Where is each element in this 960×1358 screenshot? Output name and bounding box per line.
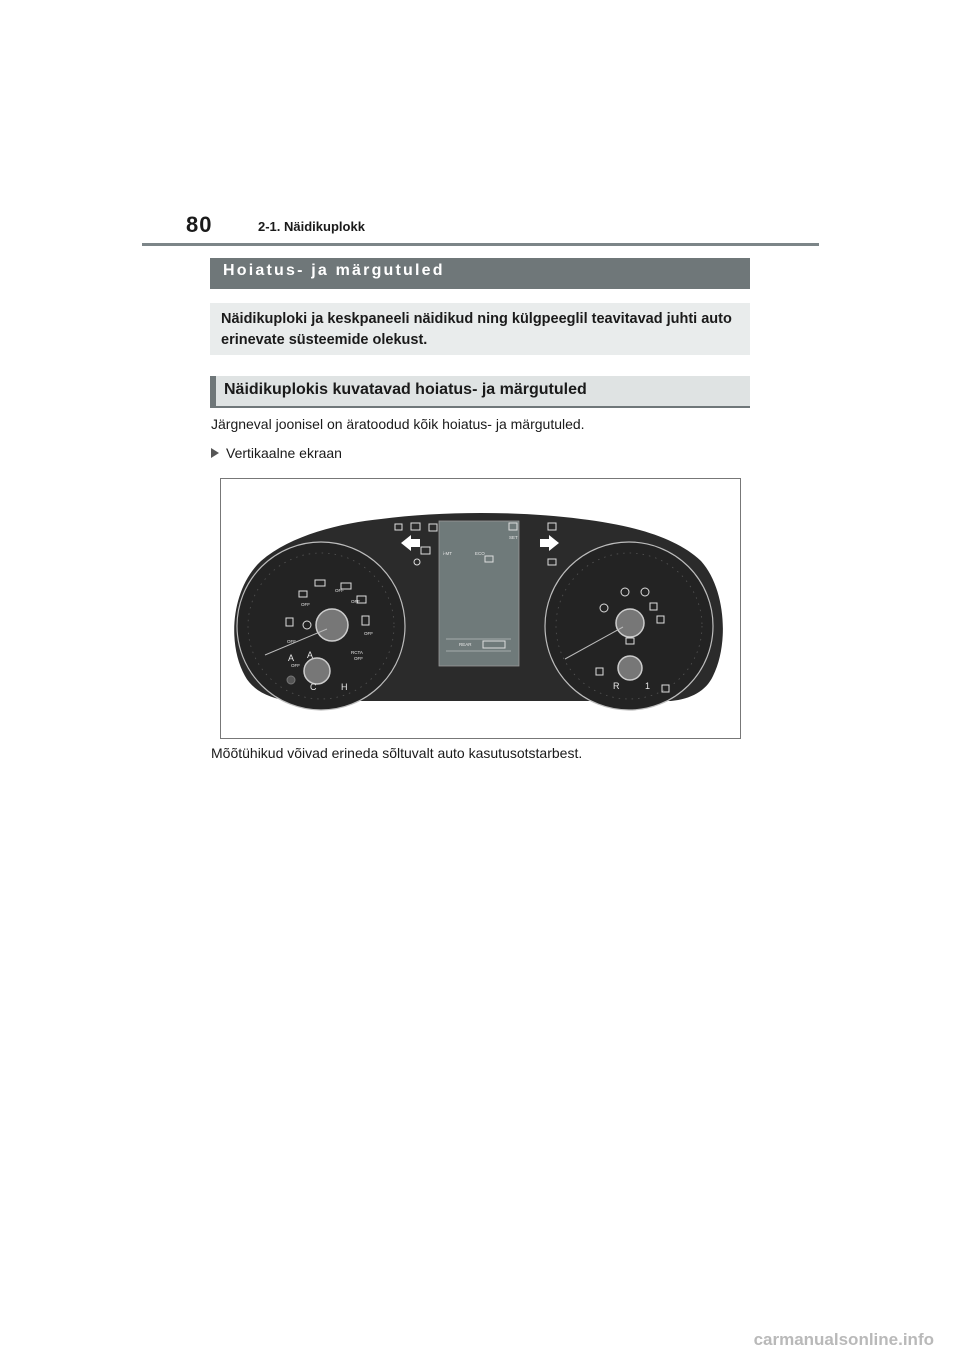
fuel-gauge-hub [618, 656, 642, 680]
rear-label: REAR [459, 642, 472, 647]
warning-lamp-icon [287, 676, 295, 684]
fuel-full-label: 1 [645, 681, 651, 691]
off-label-7: OFF [354, 656, 363, 661]
off-label-6: OFF [291, 663, 300, 668]
bullet-item [211, 445, 342, 461]
intro-text: Näidikuploki ja keskpaneeli näidikud ning külgpeeglil teavitavad juhti auto erinevate süsteemide olekust. [221, 311, 732, 348]
header-divider [142, 243, 819, 246]
subheading-bar [210, 376, 750, 408]
triangle-bullet-icon [211, 448, 219, 458]
off-label-2: OFF [335, 588, 344, 593]
intro-box [210, 303, 750, 355]
watermark: carmanualsonline.info [753, 1330, 934, 1349]
temp-hot-label: H [341, 682, 348, 692]
page-number: 80 [186, 212, 213, 237]
fuel-reserve-label: R [613, 681, 620, 691]
instrument-cluster-illustration [221, 479, 740, 738]
instrument-cluster-figure [220, 478, 741, 739]
center-display [439, 521, 519, 666]
auto-hold-a-label: A [288, 653, 295, 663]
off-label-1: OFF [301, 602, 310, 607]
auto-a-label: A [307, 650, 314, 660]
temp-gauge-hub [304, 658, 330, 684]
section-heading: Hoiatus- ja märgutuled [223, 262, 445, 279]
left-gauge-hub [316, 609, 348, 641]
bullet-text: Vertikaalne ekraan [226, 445, 342, 461]
left-gauge [237, 542, 405, 710]
off-label-4: OFF [364, 631, 373, 636]
section-heading-bar [210, 258, 750, 289]
off-label-5: OFF [287, 639, 296, 644]
set-label: SET [509, 535, 518, 540]
subheading: Näidikuplokis kuvatavad hoiatus- ja märgutuled [224, 381, 587, 398]
rcta-label: RCTA [351, 650, 363, 655]
section-title: 2-1. Näidikuplokk [258, 219, 365, 234]
right-gauge-hub [616, 609, 644, 637]
right-gauge [545, 542, 713, 710]
imt-label: i-MT [443, 551, 452, 556]
off-label-3: OFF [351, 599, 360, 604]
footnote: Mõõtühikud võivad erineda sõltuvalt auto kasutusotstarbest. [211, 745, 583, 761]
temp-cold-label: C [310, 682, 317, 692]
eco-label: ECO [475, 551, 485, 556]
paragraph: Järgneval joonisel on äratoodud kõik hoiatus- ja märgutuled. [211, 416, 585, 432]
